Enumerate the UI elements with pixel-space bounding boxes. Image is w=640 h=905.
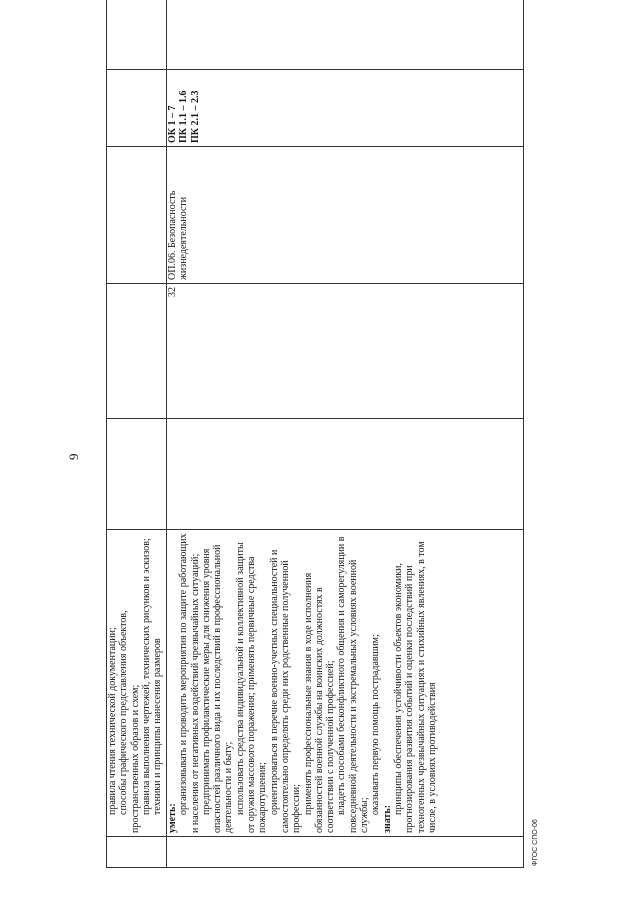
skill-item: использовать средства индивидуальной и коллективной защиты от оружия массового поражения; применять первичные средства пожаротушения; xyxy=(234,542,269,833)
skill-item: организовывать и проводить мероприятия по защите работающих и населения от негативных воздействий чрезвычайных ситуаций; xyxy=(178,533,201,833)
skill-item: владеть способами бесконфликтного общения и саморегуляции в повседневной деятельности и экстремальных условиях военной службы; xyxy=(336,536,371,833)
competencies-cell xyxy=(167,70,524,147)
empty-cell xyxy=(107,419,167,530)
skill-item: оказывать первую помощь пострадавшим; xyxy=(370,634,382,815)
curriculum-table xyxy=(106,0,524,868)
skill-item: предпринимать профилактические меры для снижения уровня опасностей различного вида и их последствий в профессиональной деятельности и быту; xyxy=(200,544,235,833)
footer-label: ФГОС СПО-06 xyxy=(532,819,539,866)
competency-code: ПК 2.1 – 2.3 xyxy=(189,90,201,143)
empty-cell xyxy=(167,419,524,530)
rotated-document-page xyxy=(68,36,572,868)
skill-item: ориентироваться в перечне военно-учетных специальностей и самостоятельно определять среди них родственные полученной профессии; xyxy=(268,549,303,833)
knowledge-item: принципы обеспечения устойчивости объектов экономики, прогнозирования развития событий и оценки последствий при техногенных чрезвычайных ситуациях и стихийных явлениях, в том числе, в условиях противодействия xyxy=(392,541,438,833)
table-row xyxy=(167,0,524,868)
empty-cell xyxy=(107,0,167,70)
competency-code: ОК 1 – 7 xyxy=(167,105,178,143)
hours-cell-top xyxy=(107,284,167,419)
requirement-line: правила чтения технической документации; xyxy=(107,627,118,815)
empty-cell xyxy=(167,0,524,70)
competencies-cell-top xyxy=(107,70,167,147)
table-row xyxy=(107,0,167,868)
discipline-cell: ОП.06. Безопасность жизнедеятельности xyxy=(167,147,524,284)
discipline-cell-top xyxy=(107,147,167,284)
requirements-cell xyxy=(167,530,524,837)
index-cell xyxy=(167,837,524,868)
index-cell xyxy=(107,837,167,868)
page-number: 9 xyxy=(66,453,81,460)
requirement-line: правила выполнения чертежей, технических рисунков и эскизов; xyxy=(140,538,152,815)
requirement-line: способы графического представления объектов, пространственных образов и схем; xyxy=(118,610,141,833)
requirements-cell-top xyxy=(107,530,167,837)
competency-code: ПК 1.1 – 1.6 xyxy=(178,90,190,143)
know-heading: знать: xyxy=(381,804,393,833)
skill-item: применять профессиональные знания в ходе исполнения обязанностей военной службы на воинских должностях в соответствии с полученной профессией; xyxy=(302,572,337,833)
requirement-line: техники и принципы нанесения размеров xyxy=(152,638,164,815)
can-heading: уметь: xyxy=(167,803,178,833)
hours-cell: 32 xyxy=(167,284,524,419)
